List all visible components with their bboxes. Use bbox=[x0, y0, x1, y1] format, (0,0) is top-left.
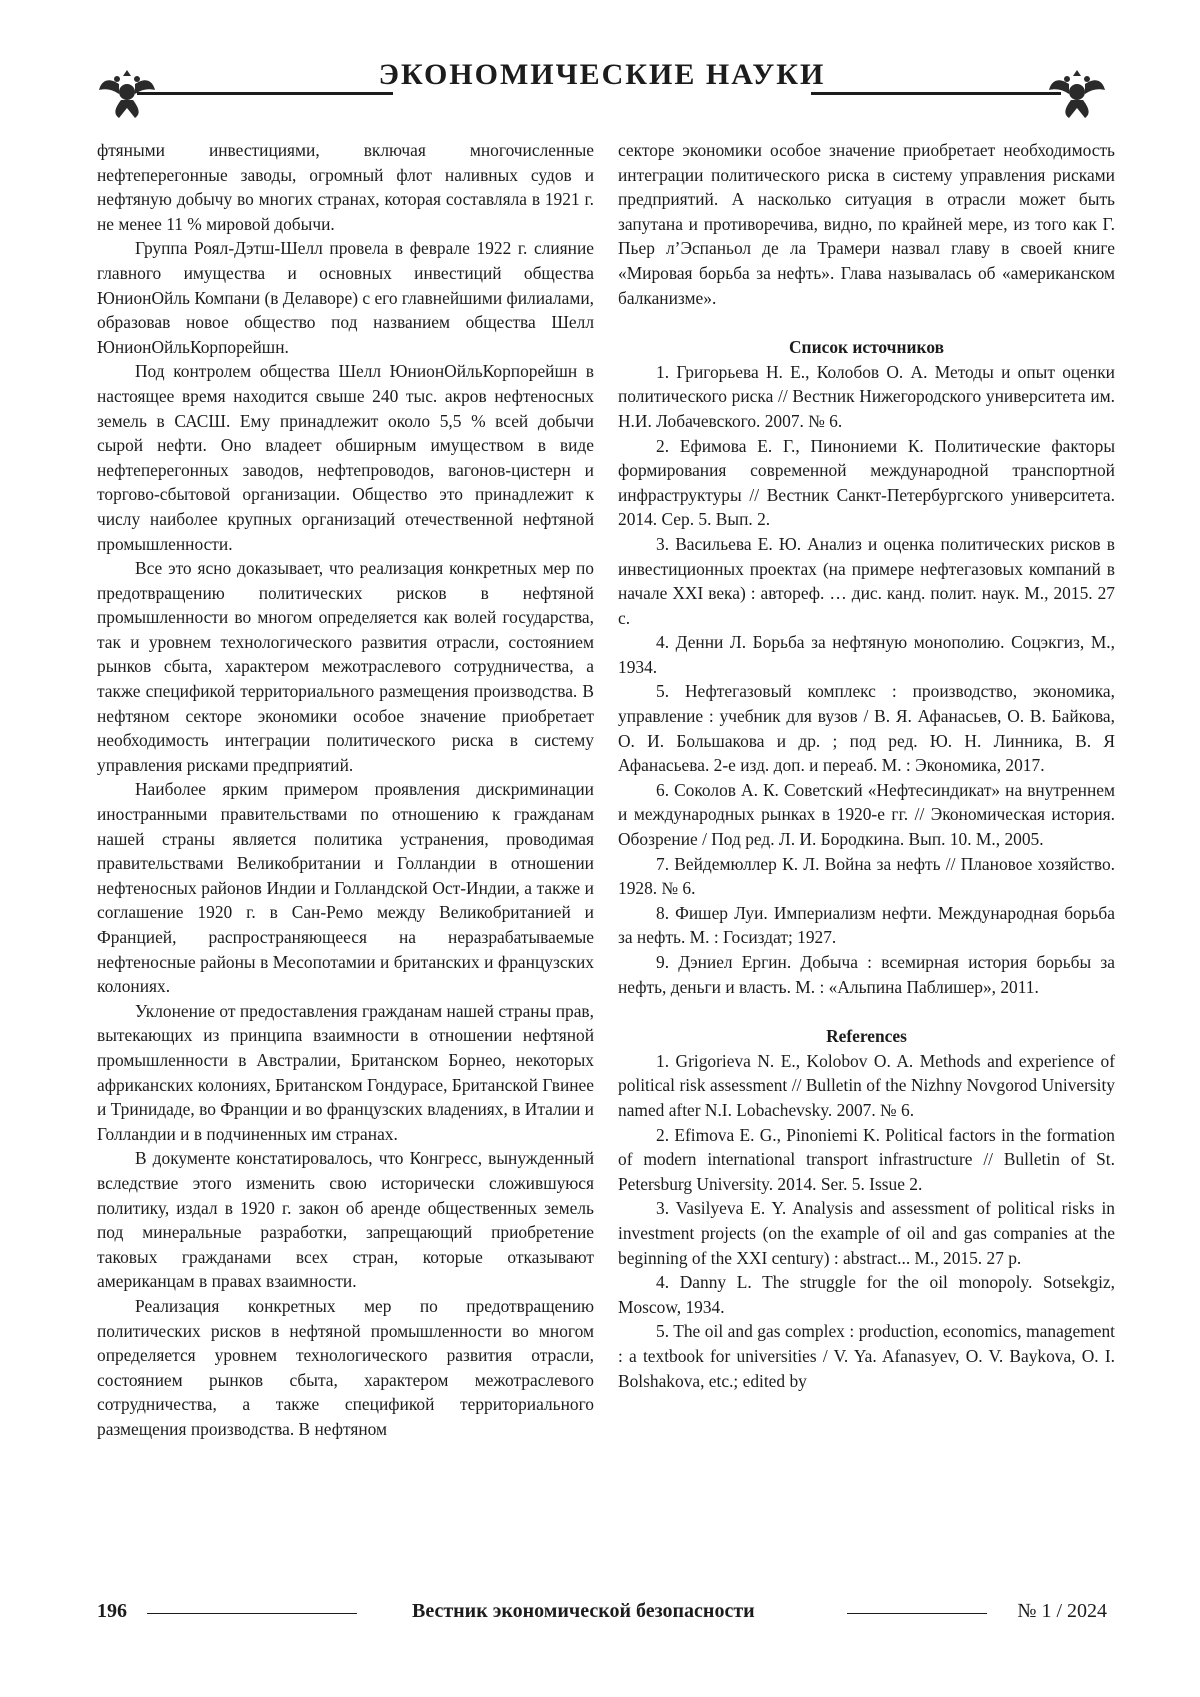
reference-item: 5. The oil and gas complex : production, economics, management : a textbook for universities / V. Ya. Afanasyev, O. V. Baykova, O. I. Bolshakova, etc.; edited by bbox=[618, 1321, 1115, 1391]
paragraph: Под контролем общества Шелл ЮнионОйльКорпорейшн в настоящее время находится свыше 240 тыс. акров нефтеносных земель в САСШ. Ему принадлежит около 5,5 % всей добычи сырой нефти. Оно владеет обширным имуществом в виде нефтеперегонных заводов, нефтепроводов, вагонов-цистерн и торгово-сбытовой организации. Общество это принадлежит к числу наиболее крупных организаций отечественной нефтяной промышленности. bbox=[97, 361, 594, 554]
source-item: 7. Вейдемюллер К. Л. Война за нефть // Плановое хозяйство. 1928. № 6. bbox=[618, 853, 1115, 899]
paragraph: Наиболее ярким примером проявления дискриминации иностранными правительствами по отношению к гражданам нашей страны является политика устранения, проводимая правительствами Великобритании и Голландии в отношении нефтеносных районов Индии и Голландской Ост-Индии, а также и соглашение 1920 г. в Сан-Ремо между Великобританией и Францией, распространяющееся на неразрабатываемые нефтеносные районы в Месопотамии и британских и французских колониях. bbox=[97, 779, 594, 997]
source-item: 3. Васильева Е. Ю. Анализ и оценка политических рисков в инвестиционных проектах (на примере нефтегазовых компаний в начале XXI века) : автореф. … дис. канд. полит. наук. М., 2015. 27 с. bbox=[618, 533, 1115, 628]
source-item: 8. Фишер Луи. Империализм нефти. Международная борьба за нефть. М. : Госиздат; 1927. bbox=[618, 902, 1115, 948]
reference-item: 1. Grigorieva N. E., Kolobov O. A. Methods and experience of political risk assessment // Bulletin of the Nizhny Novgorod University named after N.I. Lobachevsky. 2007. № 6. bbox=[618, 1050, 1115, 1120]
running-header bbox=[97, 58, 1107, 118]
source-item: 4. Денни Л. Борьба за нефтяную монополию. Соцэкгиз, М., 1934. bbox=[618, 632, 1115, 677]
issue-number: № 1 / 2024 bbox=[1017, 1600, 1107, 1622]
running-footer bbox=[97, 1600, 1107, 1630]
header-rule-right bbox=[811, 92, 1061, 95]
header-rule-left bbox=[137, 92, 393, 95]
paragraph: Группа Роял-Дэтш-Шелл провела в феврале 1922 г. слияние главного имущества и основных инвестиций общества ЮнионОйль Компани (в Делаворе) с его главнейшими филиалами, образовав новое общество под названием общества Шелл ЮнионОйльКорпорейшн. bbox=[97, 238, 594, 357]
source-item: 9. Дэниел Ергин. Добыча : всемирная история борьбы за нефть, деньги и власть. М. : «Альпина Паблишер», 2011. bbox=[618, 952, 1115, 997]
paragraph: В документе констатировалось, что Конгресс, вынужденный вследствие этого изменить свою исторически сложившуюся политику, издал в 1920 г. закон об аренде общественных земель под минеральные разработки, запрещающий приобретение таковых гражданами всех стран, которые отказывают американцам в правах взаимности. bbox=[97, 1148, 594, 1292]
paragraph: Все это ясно доказывает, что реализация конкретных мер по предотвращению политических рисков в нефтяной промышленности во многом определяется как волей государства, так и уровнем технологического развития отрасли, состоянием рынков сбыта, характером межотраслевого сотрудничества, а также спецификой территориального размещения производства. В нефтяном секторе экономики особое значение приобретает необходимость интеграции политического риска в систему управления рисками предприятий. bbox=[97, 558, 594, 775]
source-item: 2. Ефимова Е. Г., Пинониеми К. Политические факторы формирования современной международной транспортной инфраструктуры // Вестник Санкт-Петербургского университета. 2014. Сер. 5. Вып. 2. bbox=[618, 435, 1115, 530]
reference-item: 2. Efimova E. G., Pinoniemi K. Political factors in the formation of modern international transport infrastructure // Bulletin of St. Petersburg University. 2014. Ser. 5. Issue 2. bbox=[618, 1124, 1115, 1194]
page-number: 196 bbox=[97, 1600, 127, 1622]
footer-rule-left bbox=[147, 1613, 357, 1614]
paragraph: Реализация конкретных мер по предотвращению политических рисков в нефтяной промышленности во многом определяется уровнем технологического развития отрасли, состоянием рынков сбыта, характером межотраслевого сотрудничества, а также спецификой территориального размещения производства. В нефтяном bbox=[97, 1295, 594, 1439]
journal-title: Вестник экономической безопасности bbox=[412, 1600, 755, 1622]
right-column bbox=[618, 138, 1115, 1393]
section-title: ЭКОНОМИЧЕСКИЕ НАУКИ bbox=[378, 58, 826, 91]
sources-heading: Список источников bbox=[789, 337, 944, 358]
paragraph: секторе экономики особое значение приобретает необходимость интеграции политического риска в систему управления рисками предприятий. А насколько ситуация в отрасли может быть запутана и противоречива, видно, по крайней мере, из того как Г. Пьер л’Эспаньол де ла Трамери назвал главу в своей книге «Мировая борьба за нефть». Глава называлась об «американском балканизме». bbox=[618, 140, 1115, 308]
references-heading: References bbox=[826, 1026, 907, 1047]
left-column bbox=[97, 138, 594, 1441]
source-item: 5. Нефтегазовый комплекс : производство, экономика, управление : учебник для вузов / В. Я. Афанасьев, О. В. Байкова, О. И. Большакова и др. ; под ред. Ю. Н. Линника, В. Я Афанасьева. 2-е изд. доп. и переаб. М. : Экономика, 2017. bbox=[618, 681, 1115, 776]
reference-item: 3. Vasilyeva E. Y. Analysis and assessment of political risks in investment projects (on the example of oil and gas companies at the beginning of the XXI century) : abstract... M., 2015. 27 p. bbox=[618, 1198, 1115, 1268]
paragraph: фтяными инвестициями, включая многочисленные нефтеперегонные заводы, огромный флот наливных судов и нефтяную добычу во многих странах, которая составляла в 1921 г. не менее 11 % мировой добычи. bbox=[97, 140, 594, 234]
source-item: 6. Соколов А. К. Советский «Нефтесиндикат» на внутреннем и международных рынках в 1920-е гг. // Экономическая история. Обозрение / Под ред. Л. И. Бородкина. Вып. 10. М., 2005. bbox=[618, 779, 1115, 850]
reference-item: 4. Danny L. The struggle for the oil monopoly. Sotsekgiz, Moscow, 1934. bbox=[618, 1272, 1115, 1317]
footer-rule-right bbox=[847, 1613, 987, 1614]
paragraph: Уклонение от предоставления гражданам нашей страны прав, вытекающих из принципа взаимности в отношении нефтяной промышленности в Австралии, Британском Борнео, некоторых африканских колониях, Британском Гондурасе, Британской Гвинее и Тринидаде, во Франции и во французских владениях, в Италии и Голландии и в подчиненных им странах. bbox=[97, 1000, 594, 1144]
source-item: 1. Григорьева Н. Е., Колобов О. А. Методы и опыт оценки политического риска // Вестник Нижегородского университета им. Н.И. Лобачевского. 2007. № 6. bbox=[618, 361, 1115, 431]
double-headed-eagle-emblem-icon bbox=[1047, 62, 1107, 122]
